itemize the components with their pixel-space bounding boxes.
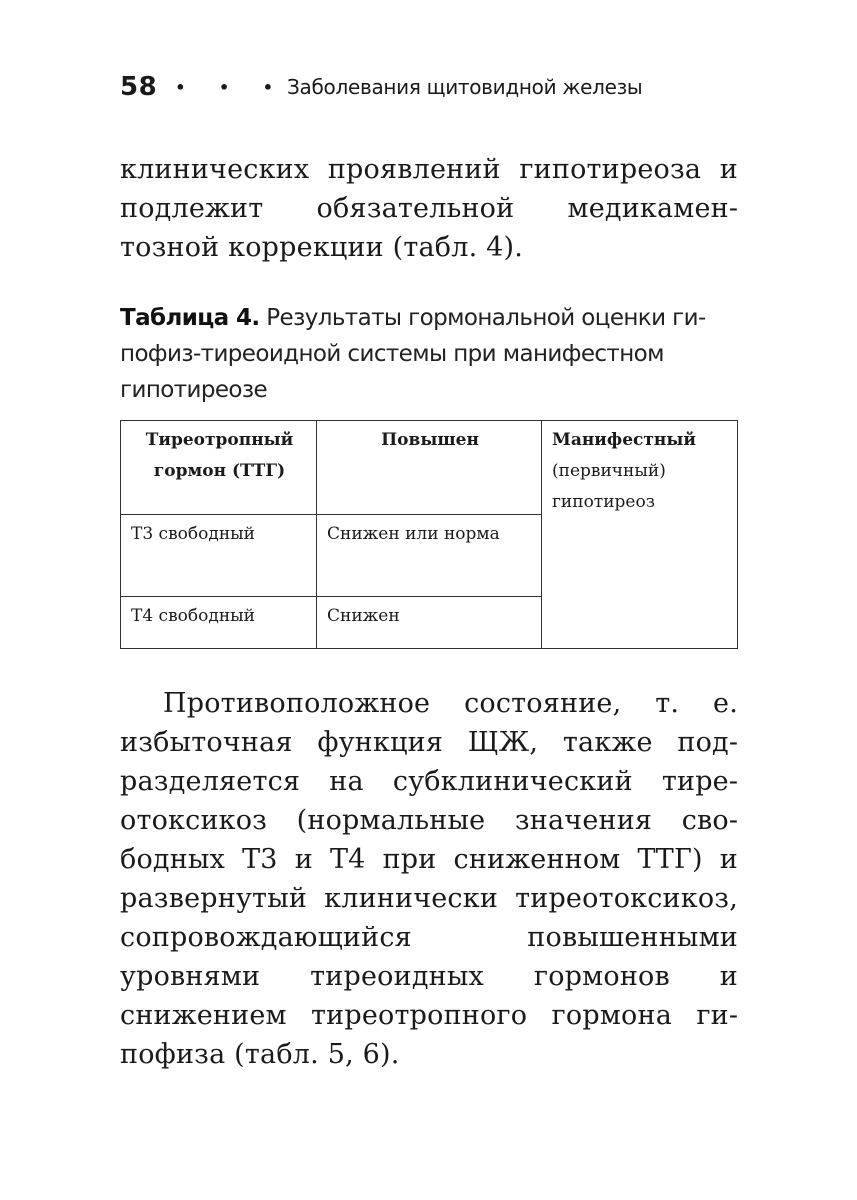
table-cell-value: Снижен xyxy=(317,597,542,649)
hormone-table xyxy=(120,420,738,649)
table-row xyxy=(121,421,738,515)
table-caption-label: Таблица 4. xyxy=(120,305,260,331)
table-caption xyxy=(120,300,740,408)
diagnosis-title: Манифестный xyxy=(552,430,697,450)
paragraph-1: клинических проявлений гипотиреоза и подлежит обязательной медикаментозной коррекции (табл. 4). xyxy=(120,154,738,263)
page-header xyxy=(120,72,642,102)
table-cell-value: Снижен или норма xyxy=(317,515,542,597)
diagnosis-rest: (первичный) гипотиреоз xyxy=(552,461,666,512)
table-cell-value: Повышен xyxy=(317,421,542,515)
page-number: 58 xyxy=(120,72,158,102)
table-cell-hormone: Т3 свободный xyxy=(121,515,317,597)
paragraph-2: Противоположное состояние, т. е. избыточная функция ЩЖ, также подразделяется на субклинический тиреотоксикоз (нормальные значения свободных Т3 и Т4 при сниженном ТТГ) и развернутый клинически тиреотоксикоз, сопровождающийся повышенными уровнями тиреоидных гормонов и снижением тиреотропного гормона гипофиза (табл. 5, 6). xyxy=(120,688,738,1070)
header-dots: • • • xyxy=(175,77,288,97)
table-cell-diagnosis xyxy=(542,421,738,649)
table-cell-hormone: Тиреотропный гормон (ТТГ) xyxy=(121,421,317,515)
table-cell-hormone: Т4 свободный xyxy=(121,597,317,649)
table-caption-text: Результаты гормональной оценки гипофиз-тиреоидной системы при манифестном гипотиреозе xyxy=(120,305,707,403)
running-title: Заболевания щитовидной железы xyxy=(287,75,643,99)
